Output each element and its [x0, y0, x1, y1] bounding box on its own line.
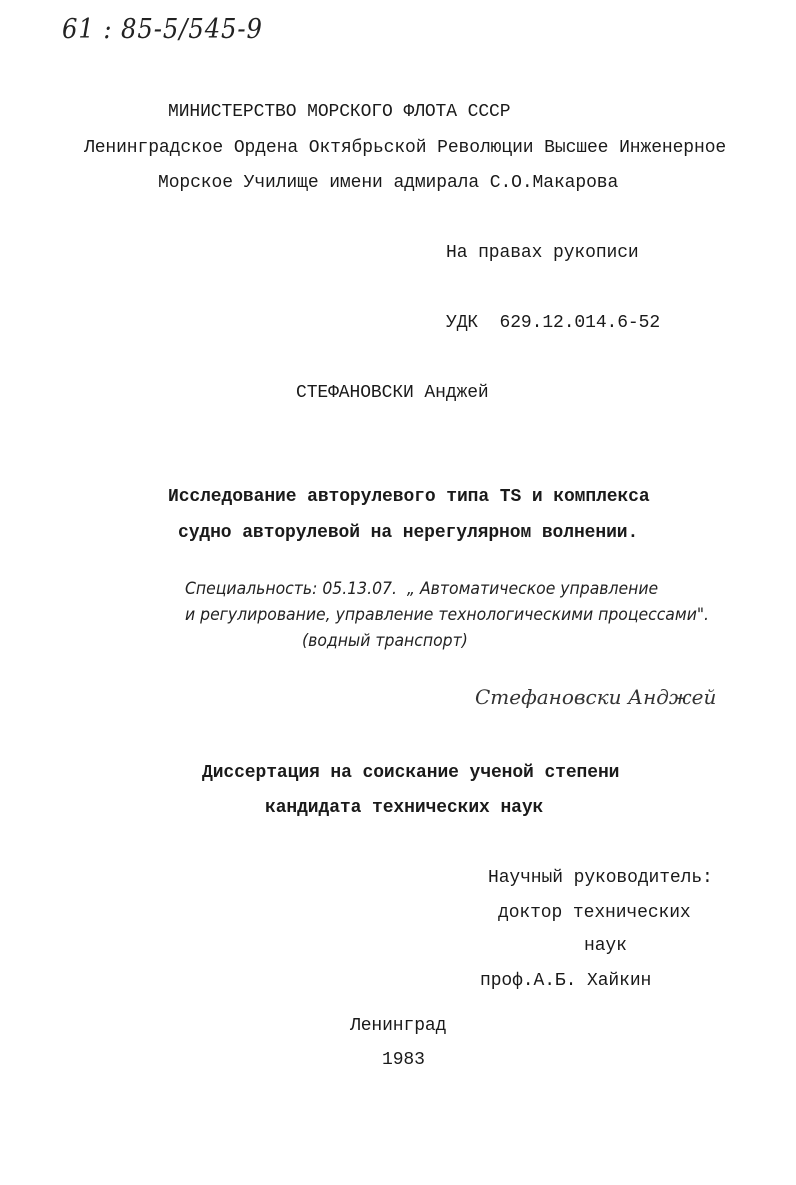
author-name: СТЕФАНОВСКИ Анджей	[296, 383, 489, 403]
dissertation-line2: кандидата технических наук	[265, 798, 544, 818]
ministry: МИНИСТЕРСТВО МОРСКОГО ФЛОТА СССР	[168, 102, 511, 122]
title-line2: судно авторулевой на нерегулярном волнении.	[178, 523, 639, 543]
title-line1: Исследование авторулевого типа TS и комплекса	[168, 487, 650, 507]
specialty-line2: и регулирование, управление технологическими процессами".	[185, 605, 710, 625]
supervisor-label: Научный руководитель:	[488, 868, 713, 888]
supervisor-name: проф.А.Б. Хайкин	[480, 971, 652, 991]
institution-line2: Морское Училище имени адмирала С.О.Макарова	[158, 173, 619, 193]
archive-code: 61 : 85-5/545-9	[62, 14, 263, 45]
supervisor-degree-line1: доктор технических	[498, 903, 691, 923]
manuscript-rights: На правах рукописи	[446, 243, 639, 263]
city: Ленинград	[350, 1016, 447, 1036]
specialty-line3: (водный транспорт)	[302, 631, 468, 651]
institution-line1: Ленинградское Ордена Октябрьской Революции Высшее Инженерное	[84, 138, 727, 158]
supervisor-degree-line2: наук	[584, 936, 627, 956]
udc-code: УДК 629.12.014.6-52	[446, 313, 661, 333]
dissertation-line1: Диссертация на соискание ученой степени	[202, 763, 620, 783]
year: 1983	[382, 1050, 425, 1070]
specialty-line1: Специальность: 05.13.07. „ Автоматическое управление	[185, 579, 659, 599]
author-signature: Стефановски Анджей	[475, 685, 717, 709]
